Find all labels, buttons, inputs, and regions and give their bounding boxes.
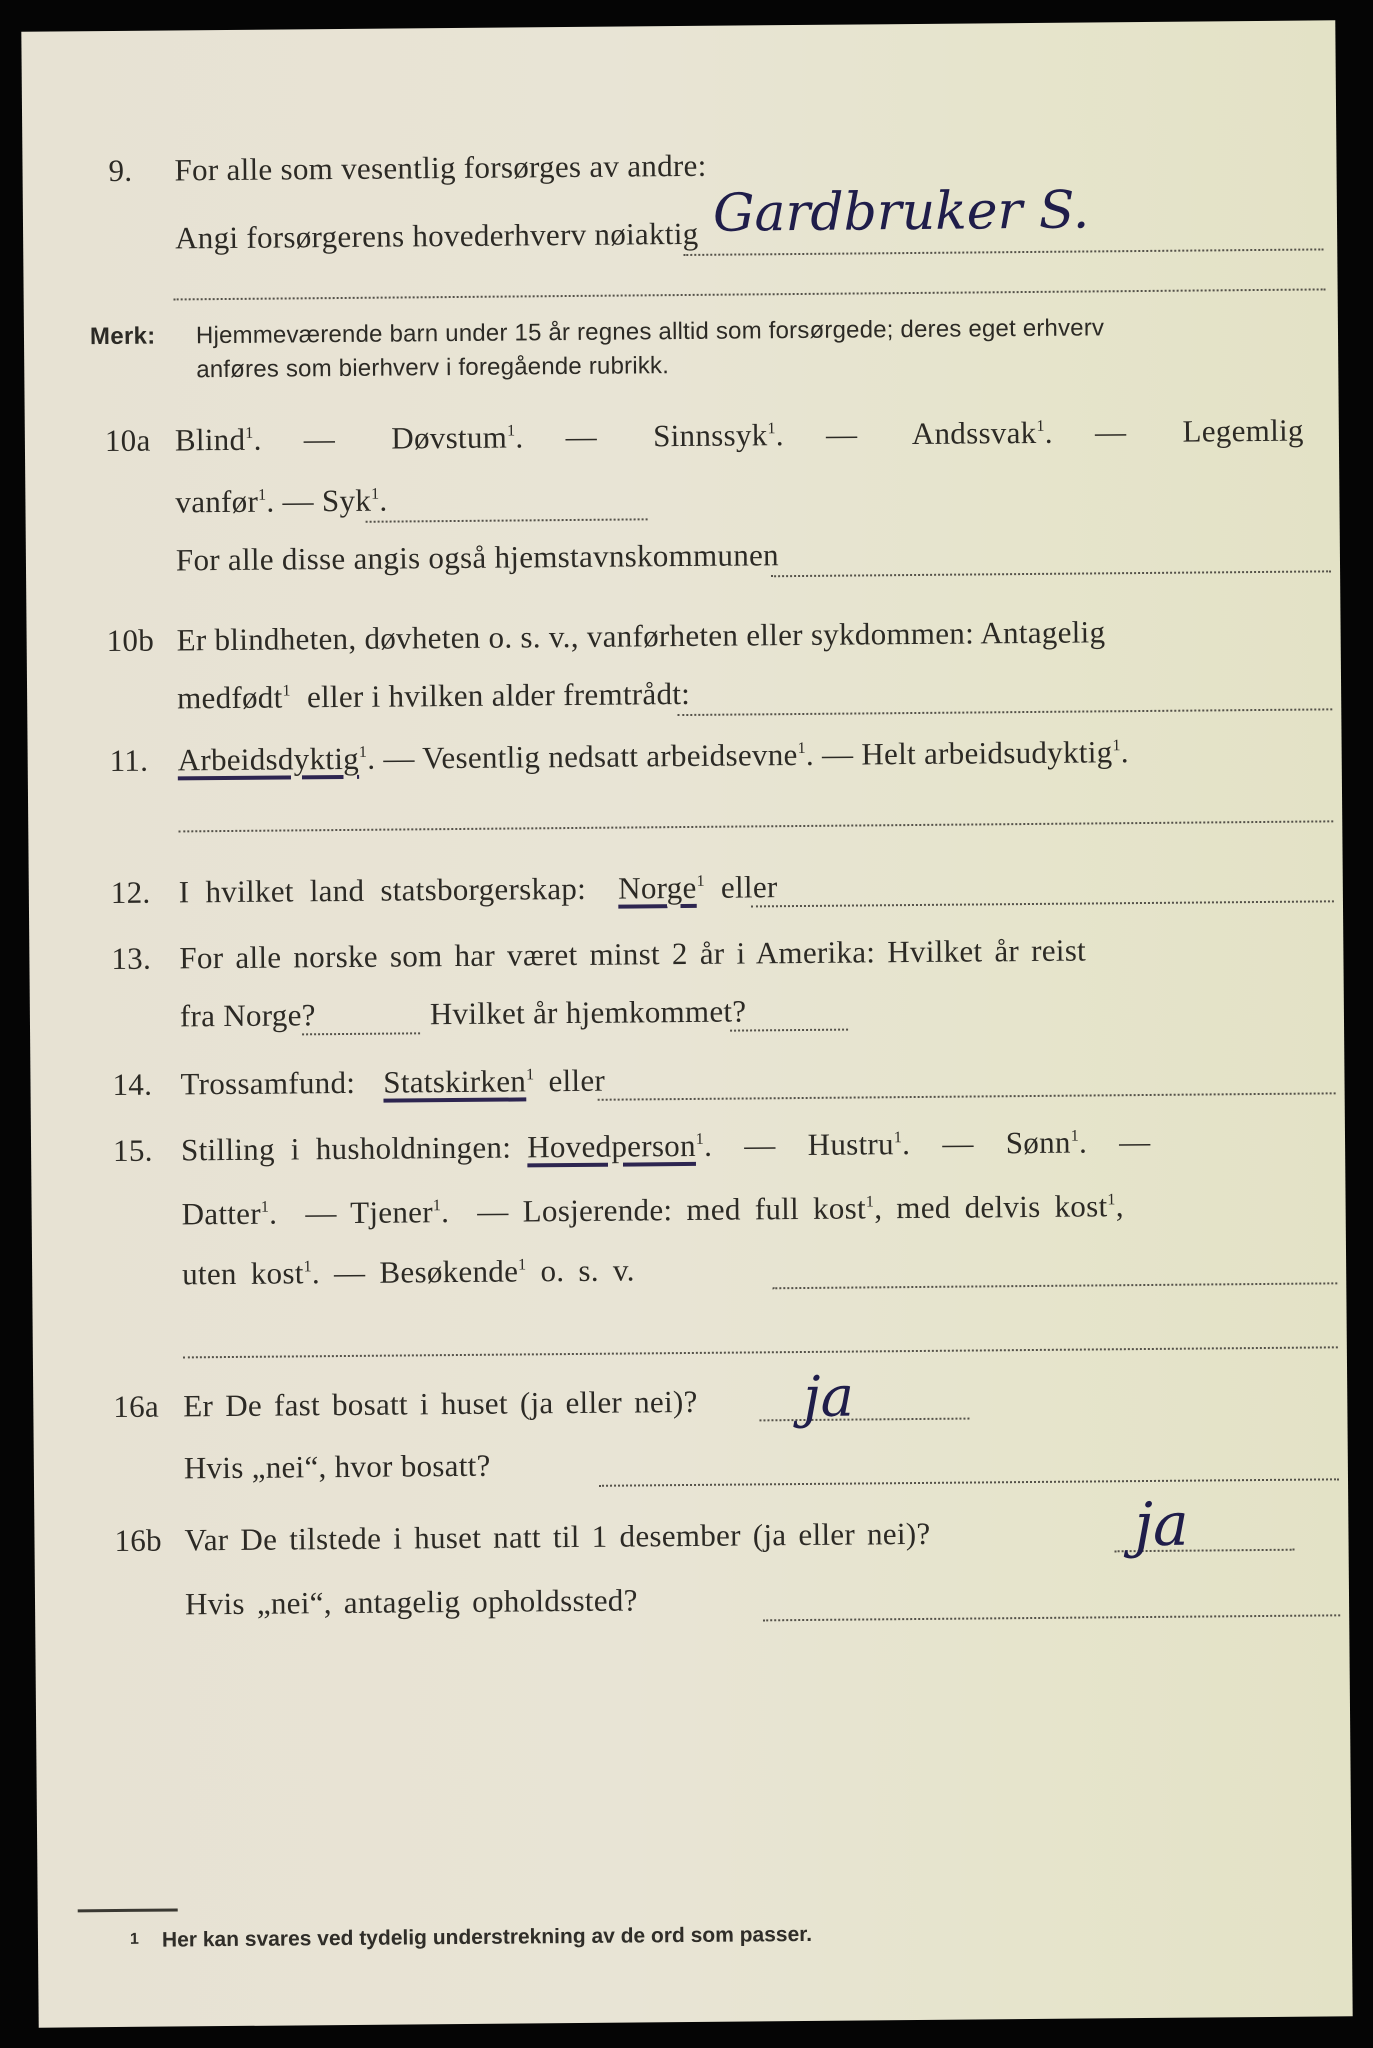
option-tjener[interactable]: Tjener [350,1194,434,1230]
q12-number: 12. [110,874,151,911]
q15-etc: o. s. v. [540,1252,635,1289]
q10a-number: 10a [104,422,151,459]
q10b-number: 10b [106,622,155,659]
q9-number: 9. [108,152,133,189]
q10b-text: Er blindheten, døvheten o. s. v., vanførheten eller sykdommen: Antagelig [176,614,1106,658]
q9-provider-label: Angi forsørgerens hovederhverv nøiaktig [174,215,699,256]
q12-or: eller [720,869,778,905]
q12-label: I hvilket land statsborgerskap: [178,870,587,910]
option-datter[interactable]: Datter [181,1195,262,1232]
option-vanfor[interactable]: vanfør [175,483,259,520]
option-sinnssyk[interactable]: Sinnssyk [652,417,768,454]
option-sonn[interactable]: Sønn [1005,1124,1071,1161]
option-full-kost[interactable]: med full kost [686,1190,867,1228]
q16b-whereabouts-label: Hvis „nei“, antagelig opholdssted? [184,1582,638,1622]
q13-left-label: fra Norge? [179,997,316,1034]
option-besokende[interactable]: Besøkende [379,1253,519,1290]
q10a-options-2: vanfør$^1$. — Syk$^1$. [175,482,388,520]
note-line2 [24,346,1338,407]
census-form-page [21,20,1352,2027]
option-statskirken-selected[interactable]: Statskirken [383,1063,527,1100]
option-medfodt[interactable]: medfødt [176,679,283,716]
footnote-text: Her kan svares ved tydelig understrekning av de ord som passer. [161,1922,813,1952]
q15-line1: 15. Stilling i husholdningen: Hovedperson$^1$. — Hustru$^1$. — Sønn$^1$. — [112,1123,1151,1169]
option-syk[interactable]: Syk [321,482,372,519]
option-delvis-kost[interactable]: med delvis kost [896,1188,1108,1226]
q13-returned-label: Hvilket år hjemkommet? [429,993,747,1032]
q13-line1 [29,930,1343,991]
q9-extra-rule [174,288,1326,300]
option-norge-selected[interactable]: Norge [618,869,697,906]
option-uten-kost[interactable]: uten kost [182,1255,304,1292]
q16a-number: 16a [113,1388,160,1425]
option-dovstum[interactable]: Døvstum [391,419,508,456]
q10b-line1 [26,612,1340,673]
q16a-handwritten-answer: ja [802,1364,855,1430]
q15-number: 15. [112,1132,153,1169]
q16b-line2 [35,1576,1349,1637]
note-label: Merk: [89,322,156,351]
option-hovedperson-selected[interactable]: Hovedperson [527,1127,696,1165]
footnote-marker: 1 [129,1930,139,1948]
footnote-rule [78,1908,178,1912]
q12-line: 12. I hvilket land statsborgerskap: Norge$^1$ eller [110,869,778,911]
q15-line2: Datter$^1$. — Tjener$^1$. — Losjerende: med full kost$^1$, med delvis kost$^1$, [181,1188,1124,1232]
q14-or: eller [548,1062,606,1099]
q15-lodger-label: Losjerende: [522,1192,673,1229]
option-blind[interactable]: Blind [174,421,246,458]
q16b-question: Var De tilstede i huset natt til 1 desember (ja eller nei)? [184,1515,931,1558]
q16a-line1 [33,1378,1347,1439]
q10a-options: Blind$^1$. — Døvstum$^1$. — Sinnssyk$^1$. — Andssvak$^1$. — Legemlig [174,412,1304,458]
q9-line1 [22,142,1336,203]
q10a-line2 [25,474,1339,535]
option-vesentlig-nedsatt[interactable]: Vesentlig nedsatt arbeidsevne [422,737,798,776]
q10b-line2: medfødt$^1$ eller i hvilken alder fremtrådt: [176,675,691,716]
q14-line: 14. Trossamfund: Statskirken$^1$ eller [112,1062,606,1103]
q13-text: For alle norske som har været minst 2 år i Amerika: Hvilket år reist [179,932,1087,976]
q14-number: 14. [112,1066,153,1103]
q10b-age-label: eller i hvilken alder fremtrådt: [306,675,691,715]
q14-label: Trossamfund: [180,1064,356,1102]
option-andssvak[interactable]: Andssvak [911,414,1037,452]
q11-number: 11. [109,742,149,779]
q13-line2 [30,988,1344,1049]
option-helt-arbeidsudyktig[interactable]: Helt arbeidsudyktig [861,734,1113,772]
note-text-1: Hjemmeværende barn under 15 år regnes alltid som forsørgede; deres eget erhverv [195,314,1105,350]
q10a-hometown-label: For alle disse angis også hjemstavnskommunen [175,537,780,578]
q16b-handwritten-answer: ja [1134,1489,1190,1561]
q9-handwritten-answer: Gardbruker S. [712,180,1090,244]
q15-line3: uten kost$^1$. — Besøkende$^1$ o. s. v. [182,1252,635,1292]
q10a-line3 [26,532,1340,593]
q15-label: Stilling i husholdningen: [180,1129,512,1168]
q11-extra-field[interactable] [178,820,1333,832]
q11-line: 11. Arbeidsdyktig$^1$. — Vesentlig nedsatt arbeidsevne$^1$. — Helt arbeidsudyktig$^1$. [109,734,1129,779]
q9-text: For alle som vesentlig forsørges av andre: [174,147,707,188]
q16b-number: 16b [114,1522,163,1559]
option-hustru[interactable]: Hustru [807,1126,895,1162]
q13-number: 13. [111,940,152,977]
q16a-question: Er De fast bosatt i huset (ja eller nei)? [183,1383,698,1424]
q10a-line1 [25,412,1339,473]
q15-extra-field[interactable] [183,1346,1338,1358]
q9-line2 [23,210,1337,271]
q16a-where-label: Hvis „nei“, hvor bosatt? [183,1447,491,1486]
note-text-2: anføres som bierhverv i foregående rubrikk. [196,352,670,384]
option-legemlig[interactable]: Legemlig [1182,412,1304,449]
option-arbeidsdyktig-selected[interactable]: Arbeidsdyktig [177,740,360,778]
